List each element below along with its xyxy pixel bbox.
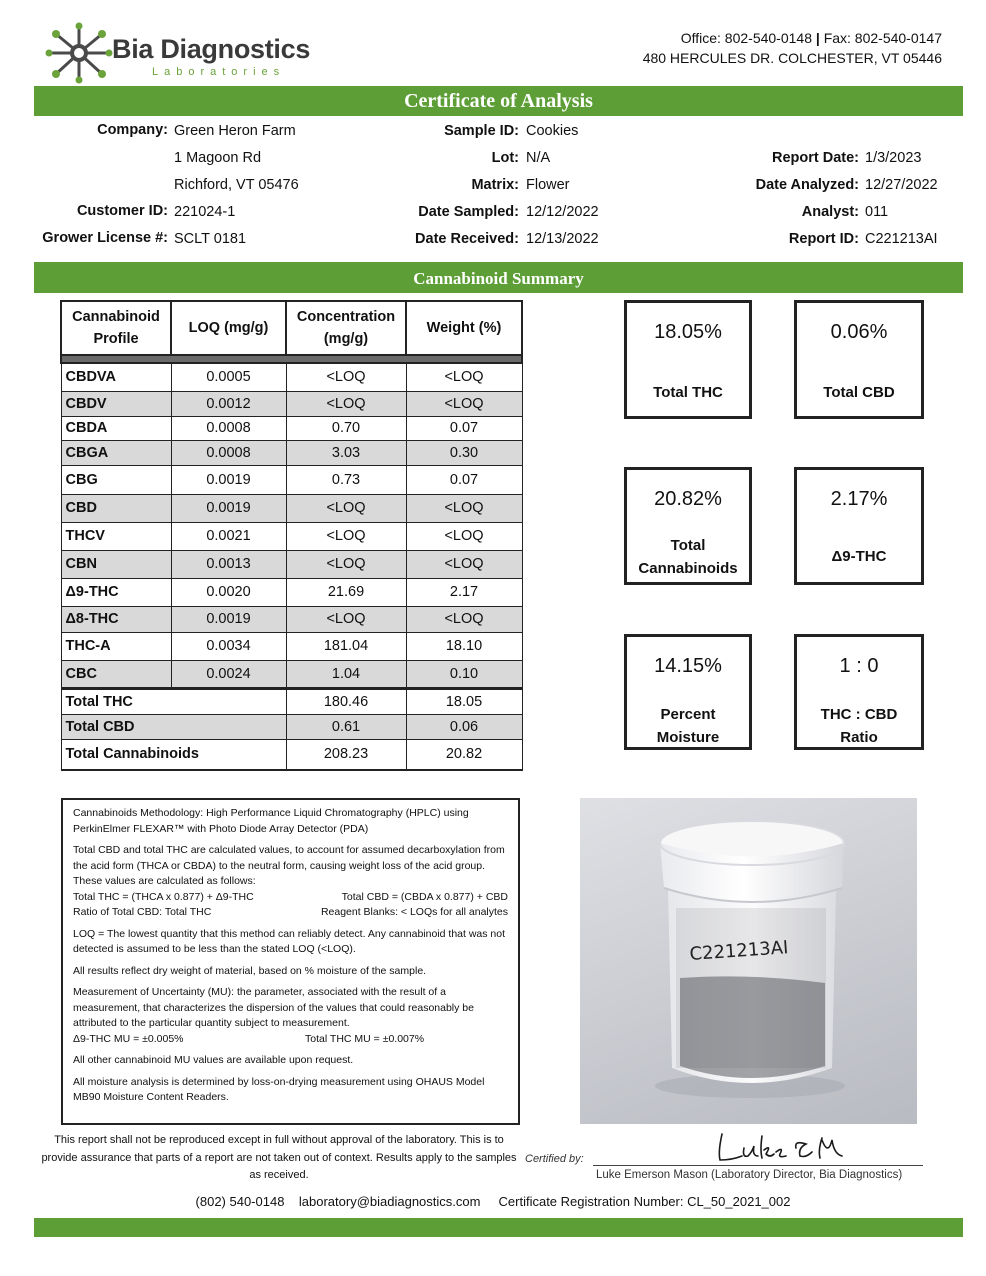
table-separator-cell — [61, 355, 522, 363]
table-separator — [61, 355, 522, 363]
loq-cell: 0.0019 — [171, 465, 286, 494]
loq-cell: 0.0012 — [171, 391, 286, 416]
total-cbd-box — [794, 300, 924, 419]
loq-cell: 0.0019 — [171, 494, 286, 522]
weight-cell: 0.30 — [406, 440, 522, 465]
weight-cell: 0.07 — [406, 416, 522, 440]
formula-row — [73, 890, 508, 906]
certified-by-label: Certified by: — [525, 1153, 584, 1165]
total-weight: 20.82 — [406, 739, 522, 770]
moisture-box — [624, 634, 752, 750]
customer-id-label: Customer ID: — [76, 203, 168, 219]
loq-cell: 0.0020 — [171, 578, 286, 606]
sample-id-label: Sample ID: — [444, 123, 519, 139]
methodology-totals: Total CBD and total THC are calculated values, to account for assumed decarboxylation from the acid form (THCA or CBDA) to the neutral form, causing weight loss of the acid group. These values are calculated as follows: — [73, 844, 505, 887]
company-address-line1: 1 Magoon Rd — [174, 150, 262, 166]
cannabinoid-table-body — [61, 355, 522, 770]
sample-photo — [580, 798, 917, 1124]
grower-license-value: SCLT 0181 — [174, 231, 247, 247]
dry-weight-note: All results reflect dry weight of material, based on % moisture of the sample. — [73, 964, 427, 977]
concentration-cell: 1.04 — [286, 660, 406, 688]
contact-phones: Office: 802-540-0148 | Fax: 802-540-0147 — [680, 30, 942, 46]
weight-cell: <LOQ — [406, 363, 522, 391]
lab-name: Bia Diagnostics — [112, 34, 311, 64]
table-row — [61, 416, 522, 440]
total-thc-label: Total THC — [653, 384, 723, 401]
analyte-name: CBGA — [61, 440, 171, 465]
methodology-notes — [61, 798, 520, 1125]
analyte-name: Δ8-THC — [61, 606, 171, 632]
company-label: Company: — [97, 122, 168, 138]
report-id-label: Report ID: — [788, 231, 859, 247]
document-title: Certificate of Analysis — [34, 86, 963, 116]
ratio-row — [73, 905, 508, 921]
total-weight: 0.06 — [406, 714, 522, 739]
table-row — [61, 363, 522, 391]
footer-cert-registration: Certificate Registration Number: CL_50_2021_002 — [498, 1194, 791, 1209]
total-label: Total CBD — [61, 714, 286, 739]
analyte-name: CBDV — [61, 391, 171, 416]
weight-cell: 0.10 — [406, 660, 522, 688]
total-cannabinoids-label-line1: Total — [670, 537, 706, 554]
weight-cell: <LOQ — [406, 522, 522, 550]
analyte-name: THCV — [61, 522, 171, 550]
matrix-value: Flower — [526, 177, 570, 193]
total-thc-mu: Total THC MU = ±0.007% — [305, 1032, 425, 1045]
total-concentration: 180.46 — [286, 688, 406, 714]
table-row — [61, 494, 522, 522]
concentration-cell: 3.03 — [286, 440, 406, 465]
concentration-cell: 0.70 — [286, 416, 406, 440]
total-row — [61, 688, 522, 714]
table-header-row — [61, 301, 522, 355]
table-row — [61, 660, 522, 688]
date-sampled-label: Date Sampled: — [418, 204, 519, 220]
moisture-label-line2: Moisture — [656, 729, 720, 746]
total-concentration: 0.61 — [286, 714, 406, 739]
analyte-name: CBN — [61, 550, 171, 578]
loq-cell: 0.0021 — [171, 522, 286, 550]
report-date-value: 1/3/2023 — [865, 150, 922, 166]
concentration-cell: 181.04 — [286, 632, 406, 660]
table-row — [61, 578, 522, 606]
footer-email: laboratory@biadiagnostics.com — [298, 1194, 481, 1209]
formula-total-thc: Total THC = (THCA x 0.877) + Δ9-THC — [73, 890, 254, 903]
table-row — [61, 440, 522, 465]
table-row — [61, 632, 522, 660]
d9-thc-value: 2.17% — [830, 488, 888, 510]
disclaimer: This report shall not be reproduced except in full without approval of the laboratory. This is to provide assurance that parts of a report are not taken out of context. Results apply to the samples as received. — [41, 1134, 517, 1181]
total-row — [61, 739, 522, 770]
total-label: Total Cannabinoids — [61, 739, 286, 770]
weight-cell: <LOQ — [406, 391, 522, 416]
loq-note: LOQ = The lowest quantity that this method can reliably detect. Any cannabinoid that was not detected is assumed to be less than the stated LOQ (<LOQ). — [73, 927, 506, 955]
loq-cell: 0.0005 — [171, 363, 286, 391]
weight-cell: 18.10 — [406, 632, 522, 660]
jar-label-text: C221213AI — [688, 937, 790, 965]
loq-cell: 0.0034 — [171, 632, 286, 660]
column-header: Cannabinoid Profile — [61, 301, 171, 355]
table-row — [61, 391, 522, 416]
concentration-cell: <LOQ — [286, 606, 406, 632]
column-header: Weight (%) — [406, 301, 522, 355]
table-row — [61, 465, 522, 494]
loq-cell: 0.0019 — [171, 606, 286, 632]
date-analyzed-label: Date Analyzed: — [755, 177, 859, 193]
concentration-cell: 0.73 — [286, 465, 406, 494]
total-concentration: 208.23 — [286, 739, 406, 770]
moisture-label-line1: Percent — [660, 706, 716, 723]
weight-cell: <LOQ — [406, 606, 522, 632]
cannabinoid-table — [60, 300, 523, 771]
loq-cell: 0.0013 — [171, 550, 286, 578]
total-thc-value: 18.05% — [654, 321, 722, 343]
date-received-value: 12/13/2022 — [526, 231, 599, 247]
total-row — [61, 714, 522, 739]
loq-cell: 0.0008 — [171, 440, 286, 465]
concentration-cell: <LOQ — [286, 522, 406, 550]
report-date-label: Report Date: — [771, 150, 859, 166]
d9-thc-box — [794, 467, 924, 585]
moisture-method-note: All moisture analysis is determined by loss-on-drying measurement using OHAUS Model MB90 Moisture Content Readers. — [73, 1075, 485, 1103]
ratio-note: Ratio of Total CBD: Total THC — [73, 906, 212, 918]
analyte-name: THC-A — [61, 632, 171, 660]
weight-cell: <LOQ — [406, 494, 522, 522]
lot-label: Lot: — [491, 150, 519, 166]
date-analyzed-value: 12/27/2022 — [865, 177, 938, 193]
concentration-cell: <LOQ — [286, 550, 406, 578]
lab-address: 480 HERCULES DR. COLCHESTER, VT 05446 — [642, 50, 942, 66]
analyte-name: CBG — [61, 465, 171, 494]
total-cbd-value: 0.06% — [830, 321, 888, 343]
customer-id-value: 221024-1 — [174, 204, 236, 220]
sample-id-value: Cookies — [526, 123, 579, 139]
weight-cell: <LOQ — [406, 550, 522, 578]
table-row — [61, 606, 522, 632]
sample-jar-image — [580, 798, 917, 1124]
signature-line — [593, 1165, 923, 1166]
formula-total-cbd: Total CBD = (CBDA x 0.877) + CBD — [341, 890, 508, 903]
reagent-blanks-note: Reagent Blanks: < LOQs for all analytes — [320, 906, 508, 918]
table-row — [61, 522, 522, 550]
table-row — [61, 550, 522, 578]
total-cannabinoids-box — [624, 467, 752, 585]
other-mu-note: All other cannabinoid MU values are available upon request. — [73, 1054, 354, 1066]
total-cannabinoids-label-line2: Cannabinoids — [638, 560, 738, 577]
section-title-cannabinoid-summary: Cannabinoid Summary — [34, 262, 963, 293]
office-phone: Office: 802-540-0148 — [680, 30, 812, 46]
analyte-name: CBDVA — [61, 363, 171, 391]
total-cannabinoids-value: 20.82% — [654, 488, 722, 510]
footer-phone: (802) 540-0148 — [195, 1194, 285, 1209]
loq-cell: 0.0024 — [171, 660, 286, 688]
grower-license-label: Grower License #: — [42, 230, 168, 246]
mu-note: Measurement of Uncertainty (MU): the parameter, associated with the result of a measurement, that characterizes the dispersion of the values that could reasonably be attributed to the particular quantity subject to measurement. — [73, 986, 474, 1029]
date-received-label: Date Received: — [415, 231, 519, 247]
molecule-logo-icon — [44, 22, 114, 84]
d9-thc-mu: Δ9-THC MU = ±0.005% — [73, 1032, 184, 1045]
concentration-cell: <LOQ — [286, 494, 406, 522]
thc-cbd-ratio-label-line1: THC : CBD — [820, 706, 898, 723]
thc-cbd-ratio-value: 1 : 0 — [839, 655, 879, 677]
thc-cbd-ratio-box — [794, 634, 924, 750]
date-sampled-value: 12/12/2022 — [526, 204, 599, 220]
matrix-label: Matrix: — [471, 177, 519, 193]
weight-cell: 2.17 — [406, 578, 522, 606]
company-value: Green Heron Farm — [174, 123, 296, 139]
lab-subtitle: Laboratories — [152, 66, 286, 78]
analyst-label: Analyst: — [801, 204, 859, 220]
signature-image — [712, 1126, 852, 1166]
total-label: Total THC — [61, 688, 286, 714]
analyte-name: CBDA — [61, 416, 171, 440]
d9-thc-label: Δ9-THC — [831, 548, 887, 565]
lot-value: N/A — [526, 150, 551, 166]
fax-number: Fax: 802-540-0147 — [823, 30, 942, 46]
analyte-name: CBC — [61, 660, 171, 688]
total-thc-box — [624, 300, 752, 419]
footer-contact — [0, 1194, 986, 1209]
mu-values-row — [73, 1032, 508, 1048]
signer-name: Luke Emerson Mason (Laboratory Director, Bia Diagnostics) — [596, 1169, 903, 1181]
moisture-value: 14.15% — [654, 655, 722, 677]
column-header: LOQ (mg/g) — [171, 301, 286, 355]
analyst-value: 011 — [865, 204, 889, 220]
footer-bar — [34, 1218, 963, 1237]
loq-cell: 0.0008 — [171, 416, 286, 440]
concentration-cell: <LOQ — [286, 391, 406, 416]
total-cbd-label: Total CBD — [823, 384, 895, 401]
concentration-cell: 21.69 — [286, 578, 406, 606]
analyte-name: CBD — [61, 494, 171, 522]
report-id-value: C221213AI — [865, 231, 938, 247]
analyte-name: Δ9-THC — [61, 578, 171, 606]
methodology-hplc: Cannabinoids Methodology: High Performance Liquid Chromatography (HPLC) using PerkinElmer FLEXAR™ with Photo Diode Array Detector (PDA) — [73, 807, 469, 835]
company-address-line2: Richford, VT 05476 — [174, 177, 299, 193]
weight-cell: 0.07 — [406, 465, 522, 494]
thc-cbd-ratio-label-line2: Ratio — [840, 729, 878, 746]
column-header: Concentration (mg/g) — [286, 301, 406, 355]
concentration-cell: <LOQ — [286, 363, 406, 391]
total-weight: 18.05 — [406, 688, 522, 714]
